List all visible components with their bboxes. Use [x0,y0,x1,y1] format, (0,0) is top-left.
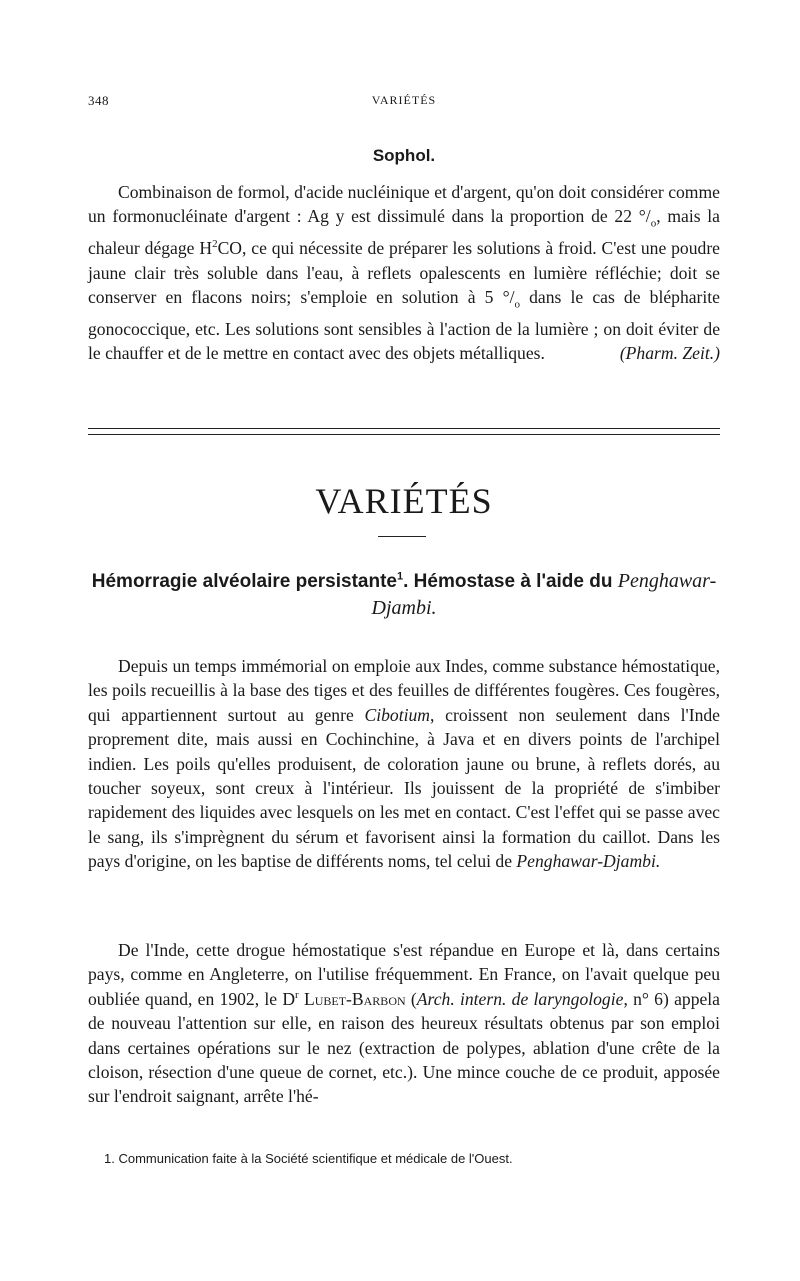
article-title-part-1: Hémorragie alvéolaire persistante [91,571,397,592]
sophol-text-4: dans le cas de blépharite gonococcique, etc. Les solutions sont sensibles à l'action de la lumière ; on doit éviter de le chauffer et de le mettre en contact avec des objets métalliques. [88,287,720,364]
footnote: 1. Communication faite à la Société scientifique et médicale de l'Ouest. [104,1151,513,1166]
article-title-italic: Penghawar-Djambi. [371,570,717,619]
p2-text-1: Depuis un temps immémorial on emploie aux Indes, comme substance hémostatique, les poils recueillis à la base des tiges et des feuilles de différentes fougères. Ces fougères, qui appartiennent surtout au genre [88,656,720,725]
source-citation: (Pharm. Zeit.) [619,343,720,364]
p3-text-2: ( [405,988,417,1009]
double-rule-bottom [88,434,720,435]
sophol-text-3: CO, ce qui nécessite de préparer les solutions à froid. C'est une poudre jaune clair très soluble dans l'eau, à reflets opalescents en lumière réfléchie; doit se conserver en flacons noirs; s'emploie en solution à 5 °/ [88,238,720,308]
sophol-text-1: Combinaison de formol, d'acide nucléinique et d'argent, qu'on doit considérer comme un formonucléinate d'argent : Ag y est dissimulé dans la proportion de 22 °/ [88,182,720,227]
p3-text-1: De l'Inde, cette drogue hémostatique s'est répandue en Europe et là, dans certains pays, comme en Angleterre, on l'utilise fréquemment. En France, on l'avait quelque peu oubliée quand, en 1902, le D [88,940,720,1009]
section-title: VARIÉTÉS [315,481,493,521]
p3-text-3: , n° 6) appela de nouveau l'attention sur elle, en raison des heureux résultats obtenus par son emploi dans certaines opérations sur le nez (extraction de polypes, ablation d'une crête de la cloison, résection d'une queue de cornet, etc.). Une mince couche de ce produit, apposée sur l'endroit saignant, arrête l'hé- [88,988,720,1107]
footnote-marker: 1 [396,570,404,583]
section-divider [378,536,426,537]
sophol-paragraph [88,180,720,366]
article-title [88,568,720,622]
sophol-sub-1: o [650,217,657,230]
p3-sup: r [295,988,299,1001]
page-number: 348 [88,93,109,108]
p2-italic-2: Penghawar-Djambi. [516,851,661,872]
sophol-sub-2: o [514,298,521,311]
double-rule-top [88,428,720,429]
p3-italic: Arch. intern. de laryngologie [416,988,624,1009]
p3-author-name: Lubet-Barbon [298,988,406,1009]
sophol-heading: Sophol. [372,146,436,165]
p2-text-2: , croissent non seulement dans l'Inde proprement dite, mais aussi en Cochinchine, à Java et en divers points de l'archipel indien. Les poils qu'elles produisent, de coloration jaune ou brune, à reflets dorés, au toucher soyeux, sont creux à l'intérieur. Ils jouissent de la propriété de s'imbiber rapidement des liquides avec lesquels on les met en contact. C'est l'effet qui se passe avec le sang, ils s'imprègnent du sérum et favorisent ainsi la formation du caillot. Dans les pays d'origine, on les baptise de différents noms, tel celui de [88,704,720,872]
running-title: VARIÉTÉS [371,93,437,107]
p2-italic-1: Cibotium [364,704,431,725]
sophol-sup: 2 [212,238,218,251]
article-paragraph-1 [88,654,720,874]
article-title-part-2: . Hémostase à l'aide du [403,571,618,592]
sophol-text-2: , mais la chaleur dégage H [88,206,720,259]
article-paragraph-2 [88,938,720,1109]
